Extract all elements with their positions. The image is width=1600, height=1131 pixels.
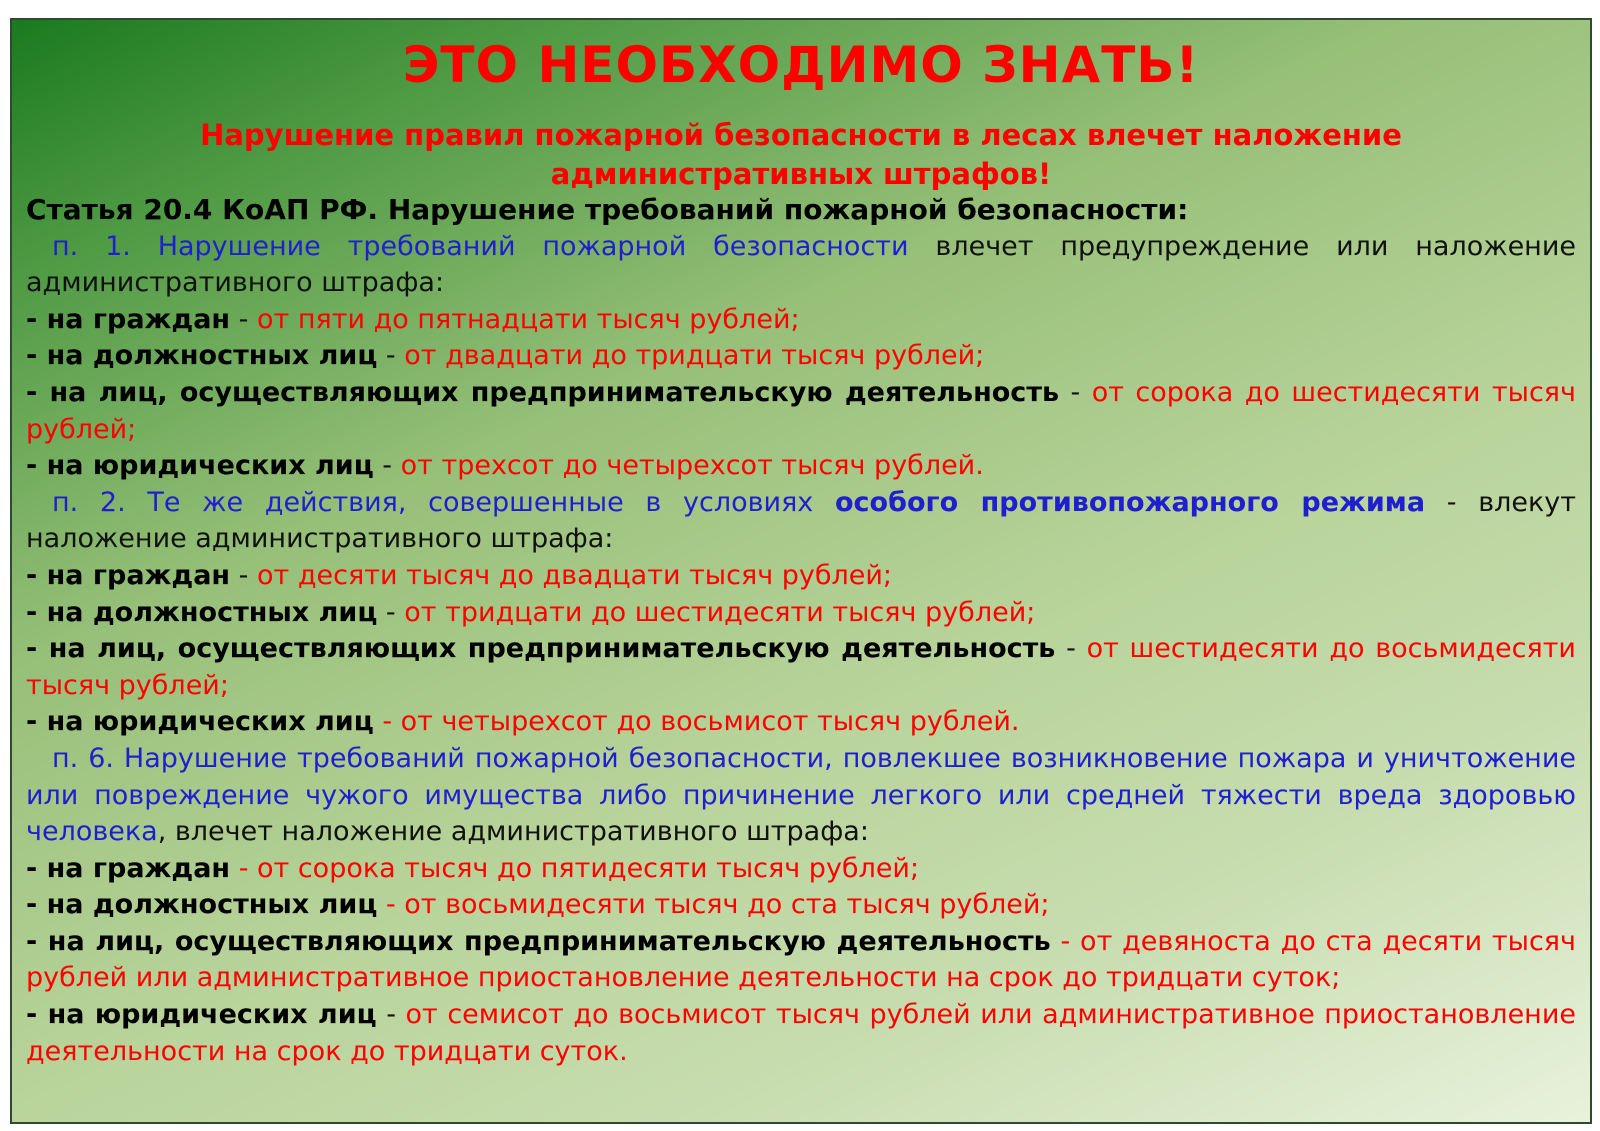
fine-subject: - на граждан xyxy=(26,852,231,884)
fine-separator: - xyxy=(377,340,405,372)
fine-separator: - xyxy=(377,596,405,628)
paragraph-1-rest: влечет предупреждение или наложение административного штрафа: xyxy=(26,230,1576,299)
paragraph-1-lead: п. 1. Нарушение требований пожарной безопасности xyxy=(52,230,909,262)
fine-separator: - xyxy=(376,999,406,1031)
article-heading: Статья 20.4 КоАП РФ. Нарушение требований пожарной безопасности: xyxy=(26,193,1189,226)
paragraph-2-rest: - влекут наложение административного штрафа: xyxy=(26,486,1577,555)
fine-subject: - на должностных лиц xyxy=(26,889,378,921)
fine-amount: от трехсот до четырехсот тысяч рублей. xyxy=(400,450,984,482)
fine-amount: от двадцати до тридцати тысяч рублей; xyxy=(404,340,985,372)
fine-item xyxy=(26,997,1576,1070)
paragraph-2-lead: п. 2. Те же действия, совершенные в условиях xyxy=(52,486,835,518)
fine-subject: - на юридических лиц xyxy=(26,450,374,482)
poster-title: ЭТО НЕОБХОДИМО ЗНАТЬ! xyxy=(402,36,1200,94)
paragraph-6-rest: , влечет наложение административного штрафа: xyxy=(157,816,869,848)
fine-subject: - на граждан xyxy=(26,559,231,591)
fine-item xyxy=(26,924,1576,997)
article-body xyxy=(26,192,1576,1070)
fine-item xyxy=(26,558,1576,595)
fine-item xyxy=(26,595,1576,632)
fine-separator: - xyxy=(1059,376,1092,408)
fine-subject: - на лиц, осуществляющих предпринимательскую деятельность xyxy=(26,633,1056,665)
fine-separator: - xyxy=(230,559,258,591)
fine-amount: от десяти тысяч до двадцати тысяч рублей; xyxy=(257,559,893,591)
paragraph-2-intro xyxy=(26,485,1576,558)
fine-subject: - на лиц, осуществляющих предпринимательскую деятельность xyxy=(26,925,1051,957)
paragraph-2-lead-bold: особого противопожарного режима xyxy=(834,486,1426,518)
poster-subtitle xyxy=(132,116,1470,194)
fine-separator xyxy=(377,889,386,920)
fine-amount: от пяти до пятнадцати тысяч рублей; xyxy=(257,303,800,335)
subtitle-line-2: административных штрафов! xyxy=(550,157,1052,191)
fine-amount: - от девяноста до ста десяти тысяч рублей или административное приостановление деятельности на срок до тридцати суток; xyxy=(26,925,1576,994)
paragraph-6-lead: п. 6. Нарушение требований пожарной безопасности, повлекшее возникновение пожара и уничтожение или повреждение чужого имущества либо причинение легкого или средней тяжести вреда здоровью человека xyxy=(26,742,1576,848)
fine-item xyxy=(26,704,1576,741)
fine-separator: - xyxy=(230,303,258,335)
poster xyxy=(10,18,1592,1124)
fine-amount: - от восьмидесяти тысяч до ста тысяч рублей; xyxy=(385,889,1050,921)
subtitle-line-1: Нарушение правил пожарной безопасности в лесах влечет наложение xyxy=(200,118,1402,152)
fine-item xyxy=(26,302,1576,339)
fine-subject: - на юридических лиц xyxy=(26,999,377,1031)
fine-amount: от семисот до восьмисот тысяч рублей или административное приостановление деятельности на срок до тридцати суток. xyxy=(26,999,1576,1067)
fine-separator xyxy=(1051,926,1061,957)
fine-item xyxy=(26,887,1576,924)
fine-amount: - от сорока тысяч до пятидесяти тысяч рублей; xyxy=(238,852,920,884)
fine-subject: - на должностных лиц xyxy=(26,596,378,628)
paragraph-1-intro xyxy=(26,229,1576,302)
fine-amount: от шестидесяти до восьмидесяти тысяч рублей; xyxy=(26,633,1576,701)
fine-separator: - xyxy=(1055,633,1087,665)
fine-item xyxy=(26,631,1576,704)
fine-item xyxy=(26,338,1576,375)
fine-item xyxy=(26,851,1576,888)
fine-subject: - на должностных лиц xyxy=(26,340,378,372)
paragraph-6-intro xyxy=(26,741,1576,851)
fine-separator xyxy=(230,853,239,884)
fine-subject: - на юридических лиц xyxy=(26,706,374,738)
fine-item xyxy=(26,375,1576,448)
fine-separator: - xyxy=(373,450,401,482)
fine-amount: - от четырехсот до восьмисот тысяч рублей. xyxy=(382,706,1020,738)
fine-subject: - на граждан xyxy=(26,303,231,335)
fine-subject: - на лиц, осуществляющих предпринимательскую деятельность xyxy=(26,376,1060,408)
fine-amount: от сорока до шестидесяти тысяч рублей; xyxy=(26,376,1576,445)
fine-item xyxy=(26,448,1576,485)
fine-amount: от тридцати до шестидесяти тысяч рублей; xyxy=(404,596,1036,628)
